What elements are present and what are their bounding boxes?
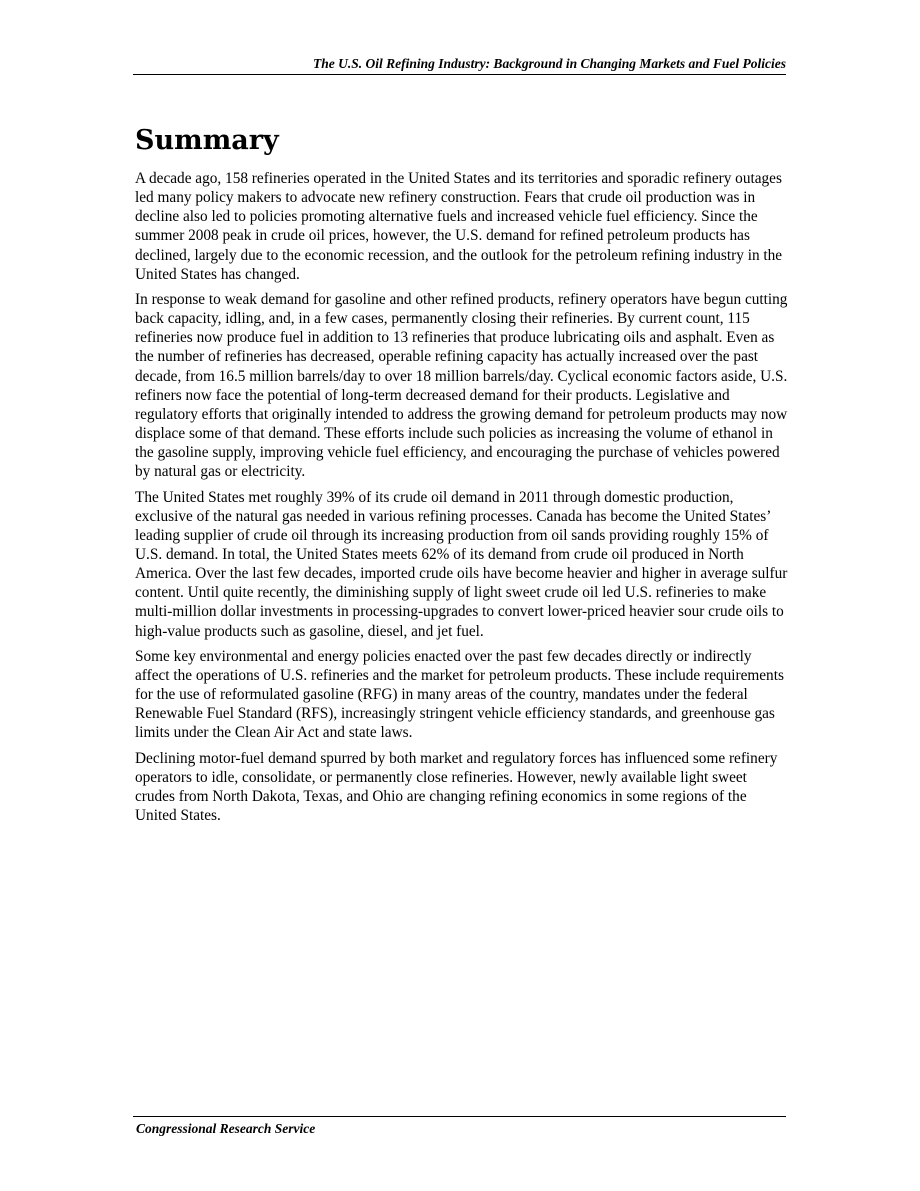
footer-source: Congressional Research Service xyxy=(136,1121,316,1136)
section-title: Summary xyxy=(135,125,279,156)
summary-paragraph-1: A decade ago, 158 refineries operated in the United States and its territories and sporadic refinery outages led many policy makers to advocate new refinery construction. Fears that crude oil production was in decline also led to policies promoting alternative fuels and increased vehicle fuel efficiency. Since the summer 2008 peak in crude oil prices, however, the U.S. demand for refined petroleum products has declined, largely due to the economic recession, and the outlook for the petroleum refining industry in the United States has changed. xyxy=(135,170,783,283)
summary-paragraph-5: Declining motor-fuel demand spurred by both market and regulatory forces has influenced some refinery operators to idle, consolidate, or permanently close refineries. However, newly available light sweet crudes from North Dakota, Texas, and Ohio are changing refining economics in some regions of the United States. xyxy=(135,749,778,824)
summary-body xyxy=(135,169,789,831)
summary-paragraph-3: The United States met roughly 39% of its crude oil demand in 2011 through domestic production, exclusive of the natural gas needed in various refining processes. Canada has become the United States’ leading supplier of crude oil through its increasing production from oil sands providing roughly 15% of U.S. demand. In total, the United States meets 62% of its demand from crude oil produced in North America. Over the last few decades, imported crude oils have become heavier and higher in average sulfur content. Until quite recently, the diminishing supply of light sweet crude oil led U.S. refineries to make multi-million dollar investments in processing-upgrades to convert lower-priced heavier sour crude oils to high-value products such as gasoline, diesel, and jet fuel. xyxy=(135,488,788,640)
summary-paragraph-2: In response to weak demand for gasoline and other refined products, refinery operators have begun cutting back capacity, idling, and, in a few cases, permanently closing their refineries. By current count, 115 refineries now produce fuel in addition to 13 refineries that produce lubricating oils and asphalt. Even as the number of refineries has decreased, operable refining capacity has actually increased over the past decade, from 16.5 million barrels/day to over 18 million barrels/day. Cyclical economic factors aside, U.S. refiners now face the potential of long-term decreased demand for their products. Legislative and regulatory efforts that originally intended to address the growing demand for petroleum products may now displace some of that demand. These efforts include such policies as increasing the volume of ethanol in the gasoline supply, improving vehicle fuel efficiency, and encouraging the purchase of vehicles powered by natural gas or electricity. xyxy=(135,290,788,481)
footer-divider xyxy=(133,1116,786,1117)
summary-paragraph-4: Some key environmental and energy policies enacted over the past few decades directly or indirectly affect the operations of U.S. refineries and the market for petroleum products. These include requirements for the use of reformulated gasoline (RFG) in many areas of the country, mandates under the federal Renewable Fuel Standard (RFS), increasingly stringent vehicle efficiency standards, and greenhouse gas limits under the Clean Air Act and state laws. xyxy=(135,647,784,742)
running-header: The U.S. Oil Refining Industry: Background in Changing Markets and Fuel Policies xyxy=(133,55,786,75)
